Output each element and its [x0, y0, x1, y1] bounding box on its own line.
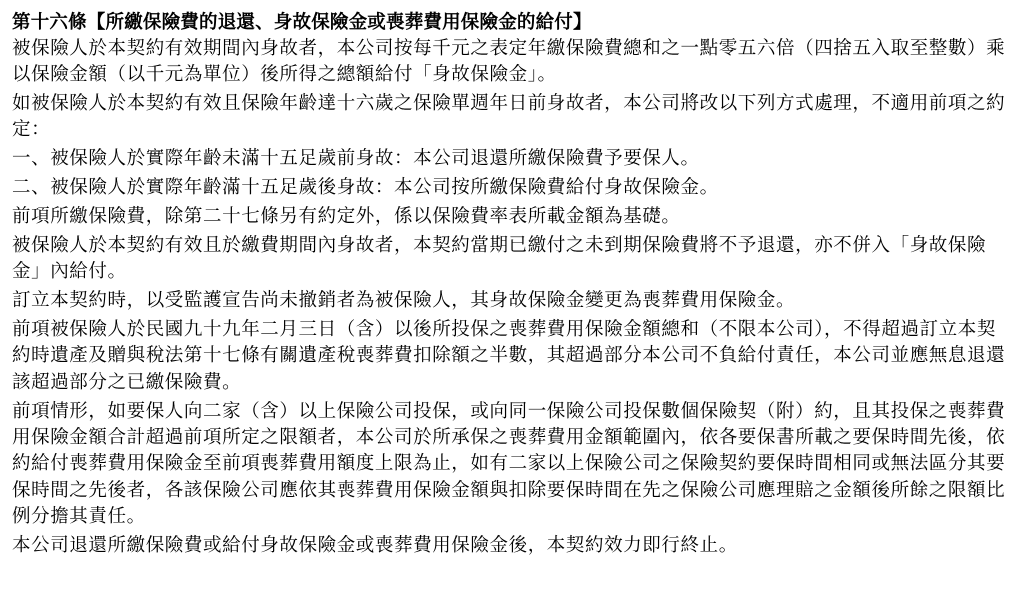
document-body — [12, 10, 1012, 562]
paragraph-guardianship: 訂立本契約時，以受監護宣告尚未撤銷者為被保險人，其身故保險金變更為喪葬費用保險金。 — [12, 290, 796, 312]
paragraph-premium-basis: 前項所繳保險費，除第二十七條另有約定外，係以保險費率表所載金額為基礎。 — [12, 206, 681, 228]
paragraph-funeral-limit: 前項被保險人於民國九十九年二月三日（含）以後所投保之喪葬費用保險金額總和（不限本公司），不得超過訂立本契約時遺產及贈與稅法第十七條有關遺產稅喪葬費扣除額之半數，其超過部分本公司不負給付責任，本公司並應無息退還該超過部分之已繳保險費。 — [12, 319, 1006, 393]
paragraph-under-16-rule: 如被保險人於本契約有效且保險年齡達十六歲之保險單週年日前身故者，本公司將改以下列方式處理，不適用前項之約定： — [12, 93, 1006, 141]
paragraph-item-1: 一、被保險人於實際年齡未滿十五足歲前身故：本公司退還所繳保險費予要保人。 — [12, 148, 700, 170]
paragraph-multiple-insurers: 前項情形，如要保人向二家（含）以上保險公司投保，或向同一保險公司投保數個保險契（附）約，且其投保之喪葬費用保險金額合計超過前項所定之限額者，本公司於所承保之喪葬費用金額範圍內，依各要保書所載之要保時間先後，依約給付喪葬費用保險金至前項喪葬費用額度上限為止，如有二家以上保險公司之保險契約要保時間相同或無法區分其要保時間之先後者，各該保險公司應依其喪葬費用保險金額與扣除要保時間在先之保險公司應理賠之金額後所餘之限額比例分擔其責任。 — [12, 400, 1006, 527]
article-title: 第十六條【所繳保險費的退還、身故保險金或喪葬費用保險金的給付】 — [12, 12, 592, 33]
paragraph-unearned-premium: 被保險人於本契約有效且於繳費期間內身故者，本契約當期已繳付之未到期保險費將不予退還，亦不併入「身故保險金」內給付。 — [12, 235, 987, 283]
paragraph-item-2: 二、被保險人於實際年齡滿十五足歲後身故：本公司按所繳保險費給付身故保險金。 — [12, 177, 719, 199]
paragraph-death-benefit: 被保險人於本契約有效期間內身故者，本公司按每千元之表定年繳保險費總和之一點零五六倍（四捨五入取至整數）乘以保險金額（以千元為單位）後所得之總額給付「身故保險金」。 — [12, 38, 1006, 86]
paragraph-termination: 本公司退還所繳保險費或給付身故保險金或喪葬費用保險金後，本契約效力即行終止。 — [12, 534, 738, 556]
